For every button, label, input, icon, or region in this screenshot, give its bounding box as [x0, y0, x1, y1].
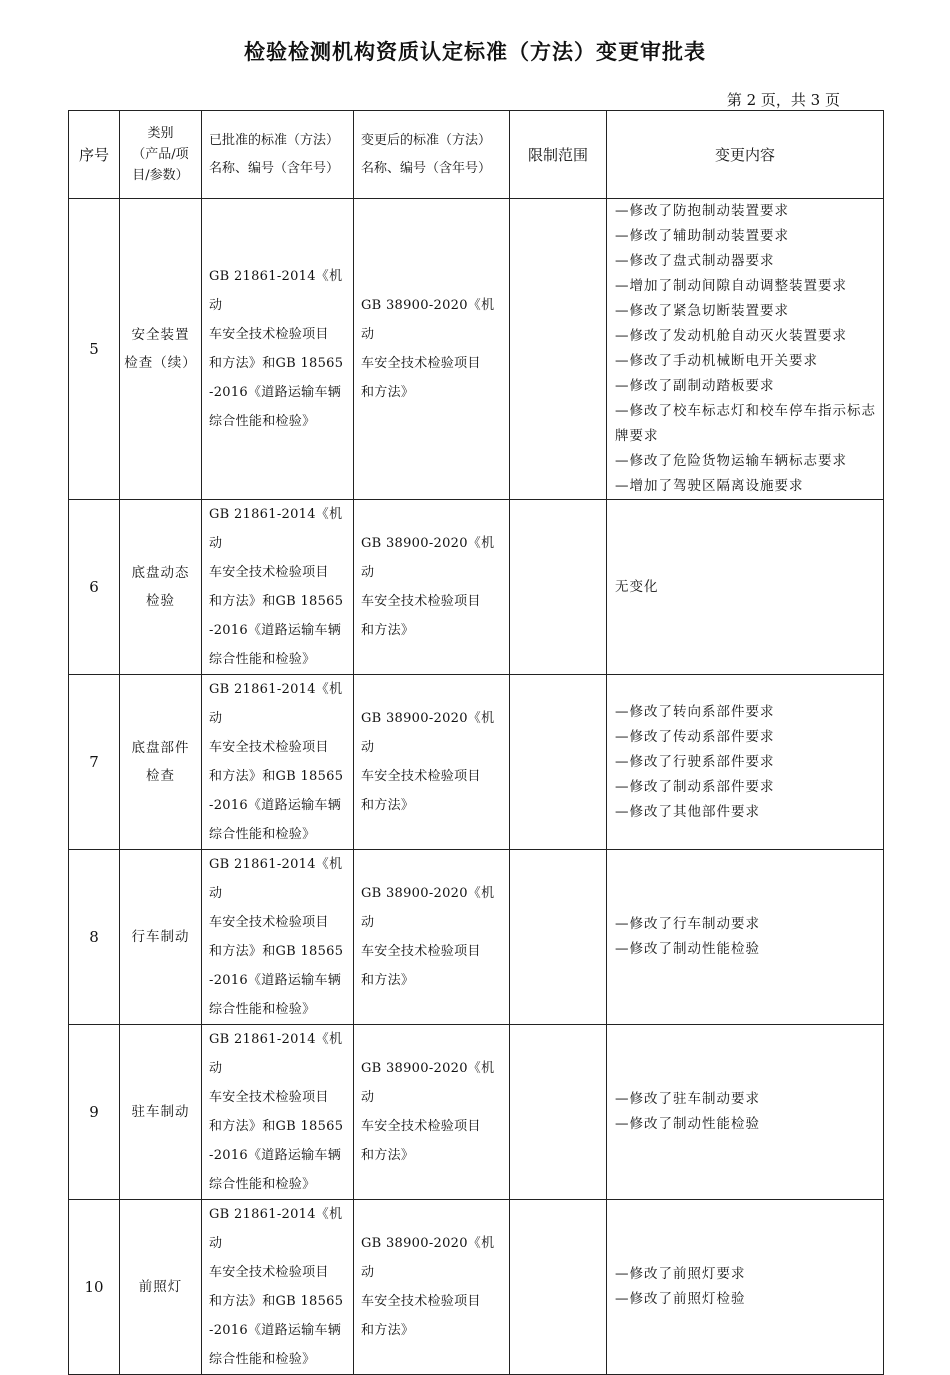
change-item: 无变化	[615, 578, 659, 595]
change-item: —修改了行车制动要求	[615, 916, 760, 932]
std-line: 车安全技术检验项目	[361, 594, 481, 609]
row-category	[120, 675, 202, 850]
page-title: 检验检测机构资质认定标准（方法）变更审批表	[244, 40, 706, 64]
change-item: —修改了校车标志灯和校车停车指示标志牌要求	[615, 403, 876, 444]
change-item: —修改了制动系部件要求	[615, 778, 775, 795]
header-old-standard-line: 已批准的标准（方法）	[209, 132, 340, 148]
row-limit	[510, 675, 607, 850]
std-line: GB 21861-2014《机动	[209, 857, 343, 901]
change-item: —修改了制动性能检验	[615, 941, 760, 957]
change-item: —修改了副制动踏板要求	[615, 378, 775, 394]
std-line: 和方法》和GB 18565	[209, 944, 344, 959]
std-line: 和方法》	[361, 385, 415, 400]
std-line: -2016《道路运输车辆	[209, 623, 342, 638]
std-line: 和方法》	[361, 623, 415, 638]
row-old-standard	[202, 675, 354, 850]
std-line: 车安全技术检验项目	[209, 740, 329, 755]
std-line: GB 21861-2014《机动	[209, 507, 343, 551]
std-line: 车安全技术检验项目	[361, 1294, 481, 1309]
std-line: 和方法》和GB 18565	[209, 1294, 344, 1309]
std-line: 车安全技术检验项目	[209, 915, 329, 930]
change-item: —修改了传动系部件要求	[615, 728, 775, 745]
std-line: GB 38900-2020《机动	[361, 886, 495, 930]
header-seq: 序号	[69, 111, 120, 199]
change-item: —修改了制动性能检验	[615, 1116, 760, 1132]
row-category	[120, 1025, 202, 1200]
std-line: 车安全技术检验项目	[361, 944, 481, 959]
header-category-line: （产品/项	[132, 147, 189, 162]
std-line: GB 38900-2020《机动	[361, 711, 495, 755]
table-row	[69, 1025, 884, 1200]
row-changes	[607, 1025, 884, 1200]
row-changes	[607, 1200, 884, 1375]
row-limit	[510, 1200, 607, 1375]
std-line: 综合性能和检验》	[209, 827, 316, 842]
std-line: 车安全技术检验项目	[361, 356, 481, 371]
std-line: GB 21861-2014《机动	[209, 682, 343, 726]
std-line: 车安全技术检验项目	[361, 769, 481, 784]
row-old-standard	[202, 199, 354, 500]
row-category	[120, 500, 202, 675]
table-row	[69, 675, 884, 850]
header-limit: 限制范围	[510, 111, 607, 199]
row-new-standard	[354, 675, 510, 850]
row-old-standard	[202, 1200, 354, 1375]
header-category-line: 目/参数）	[132, 168, 189, 183]
header-category-line: 类别	[147, 126, 174, 141]
std-line: 车安全技术检验项目	[209, 327, 329, 342]
row-category	[120, 850, 202, 1025]
change-item: —修改了辅助制动装置要求	[615, 228, 789, 244]
std-line: 和方法》和GB 18565	[209, 356, 344, 371]
row-new-standard	[354, 500, 510, 675]
row-seq: 7	[69, 675, 120, 850]
std-line: -2016《道路运输车辆	[209, 973, 342, 988]
std-line: 和方法》和GB 18565	[209, 594, 344, 609]
std-line: GB 21861-2014《机动	[209, 1207, 343, 1251]
table-row	[69, 500, 884, 675]
std-line: 车安全技术检验项目	[209, 1265, 329, 1280]
row-category-line: 检查（续）	[124, 355, 197, 371]
change-item: —增加了制动间隙自动调整装置要求	[615, 278, 847, 294]
row-seq: 10	[69, 1200, 120, 1375]
header-new-standard-line: 名称、编号（含年号）	[361, 160, 492, 176]
std-line: 综合性能和检验》	[209, 414, 316, 429]
change-item: —修改了手动机械断电开关要求	[615, 353, 818, 369]
change-item: —修改了行驶系部件要求	[615, 753, 775, 770]
row-new-standard	[354, 1200, 510, 1375]
std-line: 综合性能和检验》	[209, 652, 316, 667]
std-line: GB 21861-2014《机动	[209, 269, 343, 313]
std-line: GB 38900-2020《机动	[361, 536, 495, 580]
std-line: GB 38900-2020《机动	[361, 298, 495, 342]
std-line: -2016《道路运输车辆	[209, 385, 342, 400]
row-new-standard	[354, 199, 510, 500]
change-item: —修改了防抱制动装置要求	[615, 203, 789, 219]
table-row	[69, 199, 884, 500]
row-seq: 5	[69, 199, 120, 500]
row-old-standard	[202, 850, 354, 1025]
row-new-standard	[354, 850, 510, 1025]
row-limit	[510, 850, 607, 1025]
row-category-line: 底盘部件	[131, 740, 190, 756]
header-category	[120, 111, 202, 199]
std-line: 车安全技术检验项目	[361, 1119, 481, 1134]
row-category-line: 行车制动	[131, 929, 190, 945]
std-line: 综合性能和检验》	[209, 1177, 316, 1192]
change-item: —修改了紧急切断装置要求	[615, 303, 789, 319]
header-old-standard-line: 名称、编号（含年号）	[209, 160, 340, 176]
row-category	[120, 1200, 202, 1375]
change-item: —修改了危险货物运输车辆标志要求	[615, 453, 847, 469]
table-row	[69, 850, 884, 1025]
row-category-line: 安全装置	[131, 327, 190, 343]
approval-table	[68, 110, 884, 1375]
std-line: GB 21861-2014《机动	[209, 1032, 343, 1076]
change-item: —修改了前照灯检验	[615, 1291, 746, 1307]
row-changes	[607, 850, 884, 1025]
change-item: —增加了驾驶区隔离设施要求	[615, 478, 804, 494]
row-old-standard	[202, 1025, 354, 1200]
row-changes	[607, 500, 884, 675]
row-limit	[510, 500, 607, 675]
change-item: —修改了发动机舱自动灭火装置要求	[615, 328, 847, 344]
row-seq: 8	[69, 850, 120, 1025]
row-new-standard	[354, 1025, 510, 1200]
row-category	[120, 199, 202, 500]
std-line: 车安全技术检验项目	[209, 1090, 329, 1105]
std-line: 和方法》	[361, 973, 415, 988]
std-line: GB 38900-2020《机动	[361, 1061, 495, 1105]
header-old-standard	[202, 111, 354, 199]
header-row	[69, 111, 884, 199]
std-line: 和方法》	[361, 1323, 415, 1338]
change-item: —修改了前照灯要求	[615, 1266, 746, 1282]
std-line: 和方法》	[361, 1148, 415, 1163]
std-line: -2016《道路运输车辆	[209, 1148, 342, 1163]
std-line: 综合性能和检验》	[209, 1352, 316, 1367]
change-item: —修改了驻车制动要求	[615, 1091, 760, 1107]
row-category-line: 检查	[146, 768, 175, 784]
row-seq: 9	[69, 1025, 120, 1200]
row-limit	[510, 1025, 607, 1200]
change-item: —修改了盘式制动器要求	[615, 253, 775, 269]
row-old-standard	[202, 500, 354, 675]
table-row	[69, 1200, 884, 1375]
std-line: -2016《道路运输车辆	[209, 1323, 342, 1338]
row-changes	[607, 675, 884, 850]
header-new-standard	[354, 111, 510, 199]
change-item: —修改了其他部件要求	[615, 803, 760, 820]
change-item: —修改了转向系部件要求	[615, 703, 775, 720]
row-category-line: 前照灯	[138, 1279, 183, 1295]
std-line: 和方法》和GB 18565	[209, 1119, 344, 1134]
row-seq: 6	[69, 500, 120, 675]
header-changes: 变更内容	[607, 111, 884, 199]
std-line: -2016《道路运输车辆	[209, 798, 342, 813]
std-line: 和方法》	[361, 798, 415, 813]
row-category-line: 驻车制动	[131, 1104, 190, 1120]
std-line: 和方法》和GB 18565	[209, 769, 344, 784]
page-number: 第 2 页，共 3 页	[726, 91, 840, 109]
row-limit	[510, 199, 607, 500]
row-changes	[607, 199, 884, 500]
std-line: GB 38900-2020《机动	[361, 1236, 495, 1280]
std-line: 综合性能和检验》	[209, 1002, 316, 1017]
row-category-line: 底盘动态	[131, 565, 190, 581]
header-new-standard-line: 变更后的标准（方法）	[361, 132, 492, 148]
row-category-line: 检验	[146, 593, 175, 609]
std-line: 车安全技术检验项目	[209, 565, 329, 580]
